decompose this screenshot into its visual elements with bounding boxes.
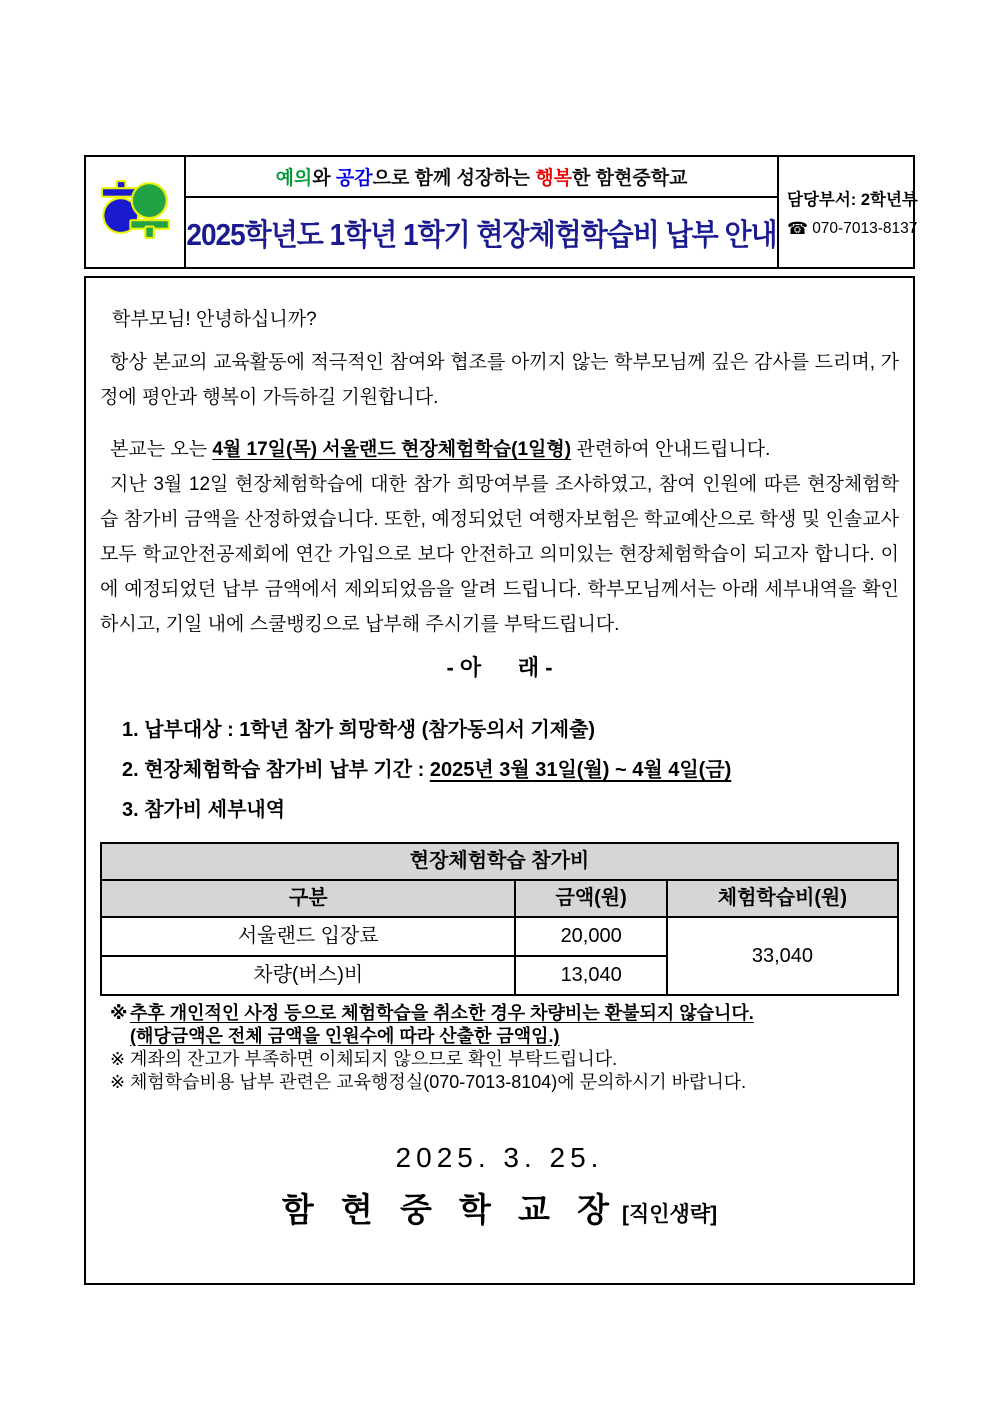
principal-signature: 함 현 중 학 교 장 bbox=[281, 1191, 618, 1228]
fee-detail-item: 3. 참가비 세부내역 bbox=[122, 799, 286, 821]
note-item bbox=[104, 1048, 895, 1071]
intro-paragraph-3: 지난 3월 12일 현장체험학습에 대한 참가 희망여부를 조사하였고, 참여 인원에 따른 현장체험학습 참가비 금액을 산정하였습니다. 또한, 예정되었던 여행자보험은 학교예산으로 학생 및 인솔교사 모두 학교안전공제회에 연간 가입으로 보다 안전하고 의미있는 현장체험학습이 되고자 합니다. 이에 예정되었던 납부 금액에서 제외되었음을 알려 드립니다. 학부모님께서는 아래 세부내역을 확인하시고, 기일 내에 스쿨뱅킹으로 납부해 주시기를 부탁드립니다. bbox=[100, 474, 899, 635]
school-slogan bbox=[186, 157, 777, 198]
slogan-text: 공감 bbox=[335, 168, 373, 189]
seal-omitted-note: [직인생략] bbox=[621, 1203, 718, 1226]
intro-paragraph-2 bbox=[100, 432, 899, 467]
note-text: 추후 개인적인 사정 등으로 체험학습을 취소한 경우 차량비는 환불되지 않습니다. bbox=[130, 1003, 754, 1023]
fee-row-label: 서울랜드 입장료 bbox=[101, 917, 515, 956]
slogan-text: 으로 함께 성장하는 bbox=[372, 168, 536, 189]
principal-signature-line bbox=[100, 1188, 899, 1238]
section-divider-title: - 아 래 - bbox=[446, 655, 553, 680]
fee-table-title: 현장체험학습 참가비 bbox=[101, 843, 898, 880]
notice-items bbox=[100, 716, 899, 824]
note-text: 체험학습비용 납부 관련은 교육행정실(070-7013-8104)에 문의하시기 바랍니다. bbox=[130, 1072, 747, 1092]
greeting-text: 학부모님! 안녕하십니까? bbox=[112, 309, 317, 330]
fee-row-amount: 13,040 bbox=[515, 956, 666, 995]
telephone-icon: ☎ bbox=[787, 218, 809, 238]
department-label: 담당부서: 2학년부 bbox=[787, 190, 918, 209]
paragraph-text: 관련하여 안내드립니다. bbox=[571, 439, 771, 460]
school-logo-icon bbox=[98, 178, 172, 246]
slogan-text: 예의 bbox=[275, 168, 313, 189]
slogan-text: 와 bbox=[312, 168, 336, 189]
fee-table-header-category: 구분 bbox=[101, 880, 515, 917]
header-center bbox=[186, 157, 777, 267]
note-text: 계좌의 잔고가 부족하면 이체되지 않으므로 확인 부탁드립니다. bbox=[130, 1049, 618, 1069]
slogan-text: 행복 bbox=[535, 168, 573, 189]
phone-line bbox=[787, 218, 918, 239]
fee-total-cell: 33,040 bbox=[667, 917, 898, 995]
header-contact bbox=[777, 157, 918, 267]
note-text: (해당금액은 전체 금액을 인원수에 따라 산출한 금액임.) bbox=[130, 1026, 560, 1046]
fee-table bbox=[100, 842, 899, 996]
phone-number: 070-7013-8137 bbox=[812, 219, 918, 237]
payment-target-item: 1. 납부대상 : 1학년 참가 희망학생 (참가동의서 기제출) bbox=[122, 719, 596, 741]
note-marker: ※ bbox=[110, 1072, 126, 1092]
document-title: 2025학년도 1학년 1학기 현장체험학습비 납부 안내 bbox=[186, 217, 777, 251]
note-item bbox=[104, 1002, 895, 1025]
fee-row-amount: 20,000 bbox=[515, 917, 666, 956]
payment-period-underline: 2025년 3월 31일(월) ~ 4월 4일(금) bbox=[429, 759, 732, 781]
item-text: 2. 현장체험학습 참가비 납부 기간 : bbox=[122, 759, 430, 781]
fee-table-header-total: 체험학습비(원) bbox=[667, 880, 898, 917]
slogan-text: 한 함현중학교 bbox=[572, 168, 688, 189]
trip-date-highlight: 4월 17일(목) 서울랜드 현장체험학습(1일형) bbox=[212, 439, 572, 460]
intro-paragraph-1: 항상 본교의 교육활동에 적극적인 참여와 협조를 아끼지 않는 학부모님께 깊은 감사를 드리며, 가정에 평안과 행복이 가득하길 기원합니다. bbox=[100, 352, 899, 408]
notice-body bbox=[84, 276, 915, 1285]
note-item bbox=[104, 1025, 895, 1048]
note-marker: ※ bbox=[110, 1003, 128, 1023]
school-logo-cell bbox=[86, 157, 186, 267]
paragraph-text: 본교는 오는 bbox=[110, 439, 213, 460]
fee-row-label: 차량(버스)비 bbox=[101, 956, 515, 995]
notes-list bbox=[100, 1002, 899, 1094]
document-header bbox=[84, 155, 918, 269]
note-item bbox=[104, 1071, 895, 1094]
note-marker: ※ bbox=[110, 1049, 126, 1069]
footer-date: 2025. 3. 25. bbox=[395, 1142, 604, 1173]
table-row bbox=[101, 917, 898, 956]
fee-table-header-amount: 금액(원) bbox=[515, 880, 666, 917]
payment-period-item bbox=[122, 756, 899, 784]
